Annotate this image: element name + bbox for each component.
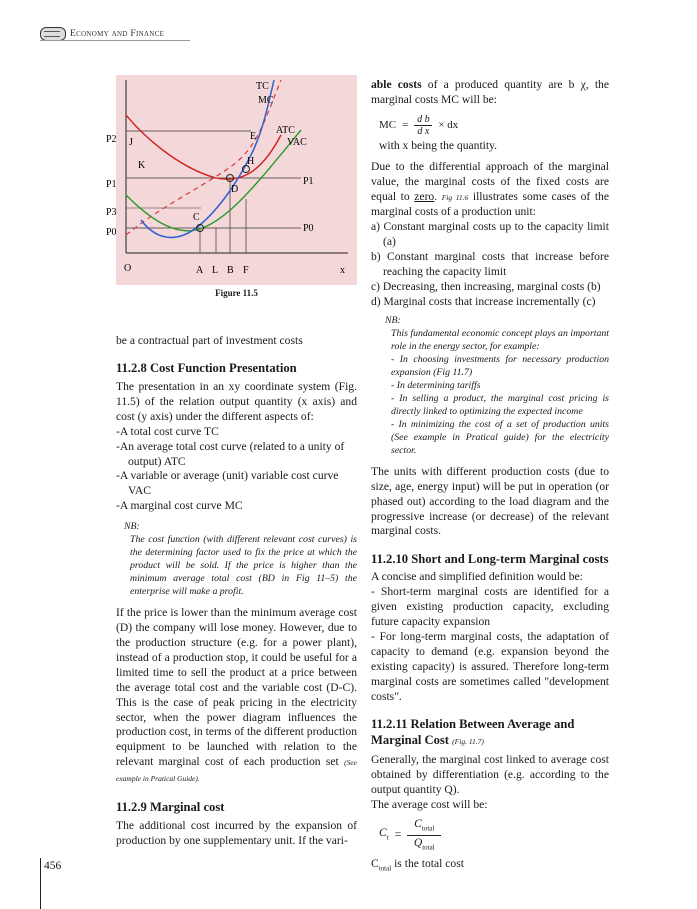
label-l: L [212,265,219,276]
para-concise: A concise and simplified definition would be: [371,570,583,584]
label-o: O [124,263,132,274]
list-item: -A marginal cost curve MC [116,499,243,513]
list-item: -An average total cost curve (related to a unity of output) ATC [116,439,345,468]
label-b: B [227,265,234,276]
label-p0-right: P0 [303,223,314,234]
eq-mc-lhs: MC [379,118,397,131]
eq-mc-num: d b [417,113,430,125]
note-line: - In determining tariffs [391,379,481,391]
para-average-cost: The average cost will be: [371,798,488,812]
para-long-term: - For long-term marginal costs, the adaptation of capacity to demand (e.g. expansion beyond the existing capacity) is assured. Therefore long-term marginal costs are sometimes called "development costs". [371,629,609,703]
heading-11-2-11-line1: 11.2.11 Relation Between Average and [371,717,575,732]
label-f: F [243,265,249,276]
heading-11-2-11-line2: Marginal Cost [371,733,450,748]
para-short-term: - Short-term marginal costs are identified for a given existing production capacity, excluding future capacity expansion [371,585,609,629]
cost-curves-figure [106,75,357,285]
label-p1-right: P1 [303,176,314,187]
atc-curve [126,115,281,179]
para-differential-tail: illustrates some cases of the marginal costs of a production unit: [371,189,609,219]
para-units: The units with different production costs (due to size, age, energy input) will be put in operation (or phased out) according to the load diagram and the progressive increase (or decrease) of the relevant marginal costs. [371,464,609,538]
note-line: This fundamental economic concept plays an important role in the energy sector, for example: [391,327,609,352]
note-line: - In choosing investments for necessary production expansion (Fig 11.7) [391,353,609,378]
para-relation: Generally, the marginal cost linked to average cost obtained by differentiation (e.g. according to the output quantity Q). [371,753,609,797]
heading-11-2-11 [371,716,609,750]
label-a: A [196,265,204,276]
eq-mc-den: d x [417,125,430,137]
case-item: d) Marginal costs that increase incrementally (c) [371,294,596,308]
label-p2: P2 [106,134,117,145]
page-margin-rule [40,858,41,909]
case-item: c) Decreasing, then increasing, marginal costs (b) [371,279,601,293]
para-cost-function: The presentation in an xy coordinate system (Fig. 11.5) of the relation output quantity (x axis) and cost (y axis) under the different aspects of: [116,380,357,423]
equation-mc: MC = d b d x × dx [379,113,459,137]
case-item: b) Constant marginal costs that increase before reaching the capacity limit [371,250,609,279]
marginal-cost-cases [371,220,609,309]
heading-11-2-10: 11.2.10 Short and Long-term Marginal costs [371,552,609,567]
eq-with-line: with x being the quantity. [379,138,498,152]
note-line: - In selling a product, the marginal cost pricing is directly linked to optimizing the expected income [391,392,609,417]
eq-mc-tail: × dx [438,118,459,131]
label-c: C [193,212,200,223]
heading-11-2-11-ref: (Fig. 11.7) [452,737,484,747]
intro-line: be a contractual part of investment costs [116,334,303,347]
figure-caption: Figure 11.5 [215,288,258,298]
label-vac: VAC [287,137,307,148]
heading-11-2-9: 11.2.9 Marginal cost [116,800,225,815]
para-differential-text: Due to the differential approach of the marginal value, the marginal costs of the fixed costs are equal to [371,159,609,203]
page-number: 456 [44,860,62,872]
equation-average: $C_t$ = $C_{total}$ $Q_{total}$ [379,817,609,855]
eq2-lhs: $C_t$ [379,826,389,842]
note-line: - In minimizing the cost of a set of production units (See example in Pratical guide) for the electricity sector. [391,418,609,456]
para-variable-costs-text: of a produced quantity are b χ, the marginal costs MC will be: [371,78,609,106]
label-h: H [247,156,255,167]
label-d: D [231,184,239,195]
case-item: a) Constant marginal costs up to the capacity limit (a) [371,220,609,249]
note-lines [385,327,609,457]
heading-11-2-8: 11.2.8 Cost Function Presentation [116,361,297,375]
left-column-main [116,360,357,849]
header-divider [40,40,190,41]
label-p3: P3 [106,207,117,218]
note-text: The cost function (with different relevant cost curves) is the determining factor used to fix the price at which the product will be sold. If the price is higher than the minimum average total cost (BD in Fig 11–5) the enterprise will make a profit. [130,534,357,598]
label-tc: TC [256,81,269,92]
left-note [116,520,357,598]
right-note [371,314,609,457]
running-header-label: Economy and Finance [70,29,165,39]
left-column [116,334,357,349]
label-j: J [129,137,133,148]
para-price-text: If the price is lower than the minimum average cost (D) the company will lose money. However, due to the production structure (e.g. for a power plant), instead of a production stop, it could be useful for a limited time to sell the product at a price between the average total cost and the variable cost (D-C). This is the case of peak pricing in the electricity sector, when the power diagram influences the production cost, in terms of the different production equipment to be launched with relation to the relevant marginal cost of each production set [116,606,357,769]
para-differential: Due to the differential approach of the marginal value, the marginal costs of the fixed costs are equal to zero. Fig 11.6 illustrates some cases of the marginal costs of a production unit: [371,159,609,219]
cost-curve-list [116,425,357,514]
right-column [371,78,609,876]
note-head: NB: [124,521,140,533]
label-e: E [250,131,257,142]
list-item: -A variable or average (unit) variable cost curve VAC [116,469,339,498]
label-p0: P0 [106,227,117,238]
para-differential-ref: Fig 11.6 [441,192,469,202]
label-k: K [138,160,146,171]
note-head: NB: [385,314,401,326]
eq-mc-fraction [414,114,432,137]
para-variable-costs [371,78,609,108]
series-logo-icon [40,27,66,41]
label-atc: ATC [276,125,295,136]
para-differential-zero: zero [414,189,435,203]
para-ctotal: $C_{total}$ is the total cost [371,856,464,873]
eq2-fraction: $C_{total}$ $Q_{total}$ [407,817,441,855]
label-p1: P1 [106,179,117,190]
label-mc: MC [258,95,274,106]
cost-curves-diagram [106,75,357,285]
running-header [40,27,164,41]
para-variable-costs-bold: able costs [371,78,422,91]
para-price-ref: (See example in Pratical Guide). [116,758,357,784]
para-price [116,606,357,787]
list-item: -A total cost curve TC [116,424,219,438]
para-marginal-cost: The additional cost incurred by the expansion of production by one supplementary unit. If the vari- [116,819,357,847]
label-x: x [340,265,345,276]
